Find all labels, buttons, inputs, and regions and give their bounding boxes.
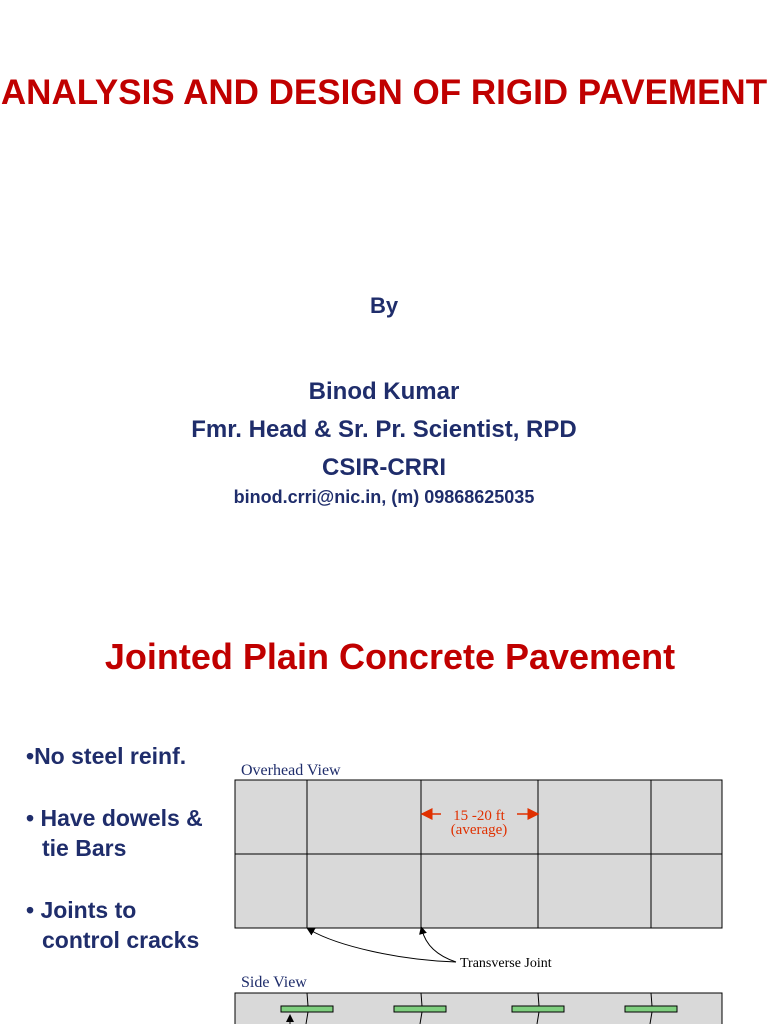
dowel-bar: [512, 1006, 564, 1012]
bullet-text: Have dowels & tie Bars: [40, 805, 203, 861]
joint-pointer: [310, 930, 456, 962]
bullet-text: Joints to control cracks: [40, 897, 200, 953]
joint-pointer: [422, 930, 456, 962]
slide-title: ANALYSIS AND DESIGN OF RIGID PAVEMENT: [0, 73, 768, 112]
joint-spacing-label: 15 -20 ft: [453, 808, 505, 824]
bullet-text: No steel reinf.: [34, 743, 187, 769]
dowel-bar: [394, 1006, 446, 1012]
bullet-item: [26, 741, 216, 771]
author-organization: CSIR-CRRI: [322, 454, 446, 481]
side-view-label: Side View: [241, 974, 307, 991]
section-title: Jointed Plain Concrete Pavement: [104, 636, 676, 677]
pavement-diagram: [228, 756, 728, 1024]
joint-spacing-note: (average): [450, 822, 508, 838]
transverse-joint-label: Transverse Joint: [460, 956, 552, 971]
author-name: Binod Kumar: [308, 378, 460, 405]
bullet-item: [26, 895, 216, 955]
overhead-view-label: Overhead View: [241, 762, 341, 779]
bullet-item: [26, 803, 216, 863]
bullet-marker: •: [26, 805, 41, 831]
author-contact: binod.crri@nic.in, (m) 09868625035: [233, 487, 535, 507]
dowel-bar: [625, 1006, 677, 1012]
dowel-bar: [281, 1006, 333, 1012]
author-role: Fmr. Head & Sr. Pr. Scientist, RPD: [191, 416, 577, 443]
bullet-marker: •: [26, 897, 41, 923]
by-label: By: [369, 293, 399, 318]
bullet-list: [26, 741, 216, 987]
bullet-marker: •: [26, 743, 35, 769]
